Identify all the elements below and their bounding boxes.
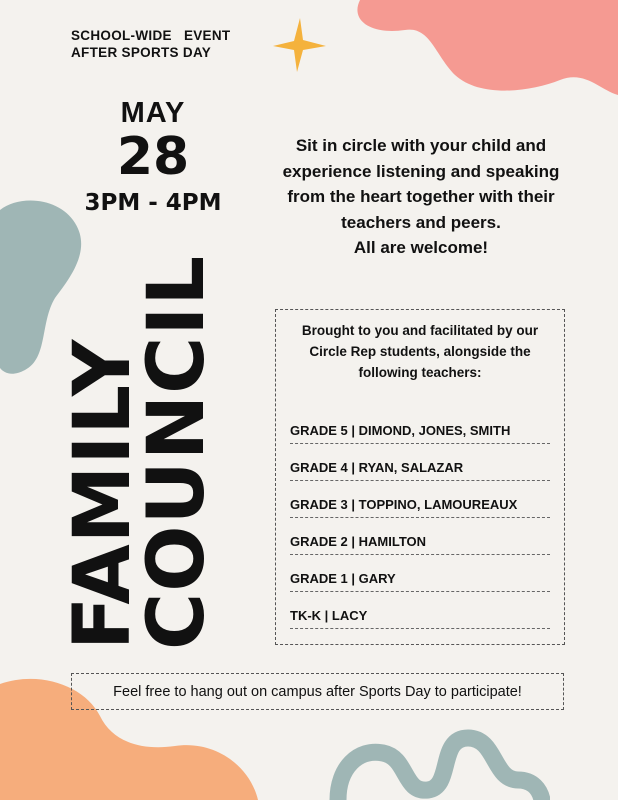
intro-text <box>272 133 570 261</box>
grade-row: GRADE 5 | DIMOND, JONES, SMITH <box>290 422 550 444</box>
grade-row: GRADE 1 | GARY <box>290 570 550 592</box>
grade-row: TK-K | LACY <box>290 607 550 629</box>
intro-line2: experience listening and speaking <box>282 161 560 181</box>
star-icon <box>270 16 328 74</box>
date-month: MAY <box>120 97 186 129</box>
title-line1: FAMILY <box>58 338 148 650</box>
note-line3: following teachers: <box>358 365 482 380</box>
facilitators-box <box>275 309 565 645</box>
page-title <box>58 254 222 650</box>
pink-blob-shape <box>330 0 618 100</box>
event-time: 3PM - 4PM <box>84 190 222 216</box>
event-date <box>60 96 246 218</box>
teal-squiggle-shape <box>328 728 550 800</box>
intro-line3: from the heart together with their <box>287 187 555 206</box>
grade-row: GRADE 2 | HAMILTON <box>290 533 550 555</box>
facilitators-note <box>290 320 550 383</box>
intro-line5: All are welcome! <box>353 238 489 257</box>
note-line2: Circle Rep students, alongside the <box>309 344 531 359</box>
note-line1: Brought to you and facilitated by our <box>301 323 539 338</box>
grade-list <box>290 422 550 629</box>
event-label-line1: SCHOOL-WIDE EVENT <box>71 28 231 43</box>
grade-row: GRADE 4 | RYAN, SALAZAR <box>290 459 550 481</box>
intro-line1: Sit in circle with your child and <box>295 136 547 155</box>
footer-text: Feel free to hang out on campus after Sports Day to participate! <box>113 683 522 700</box>
event-label <box>71 27 230 61</box>
grade-row: GRADE 3 | TOPPINO, LAMOUREAUX <box>290 496 550 518</box>
intro-line4: teachers and peers. <box>341 212 501 232</box>
footer-note <box>71 673 564 710</box>
event-label-line2: AFTER SPORTS DAY <box>71 45 212 60</box>
title-line2: COUNCIL <box>132 254 222 650</box>
date-day: 28 <box>116 127 190 187</box>
